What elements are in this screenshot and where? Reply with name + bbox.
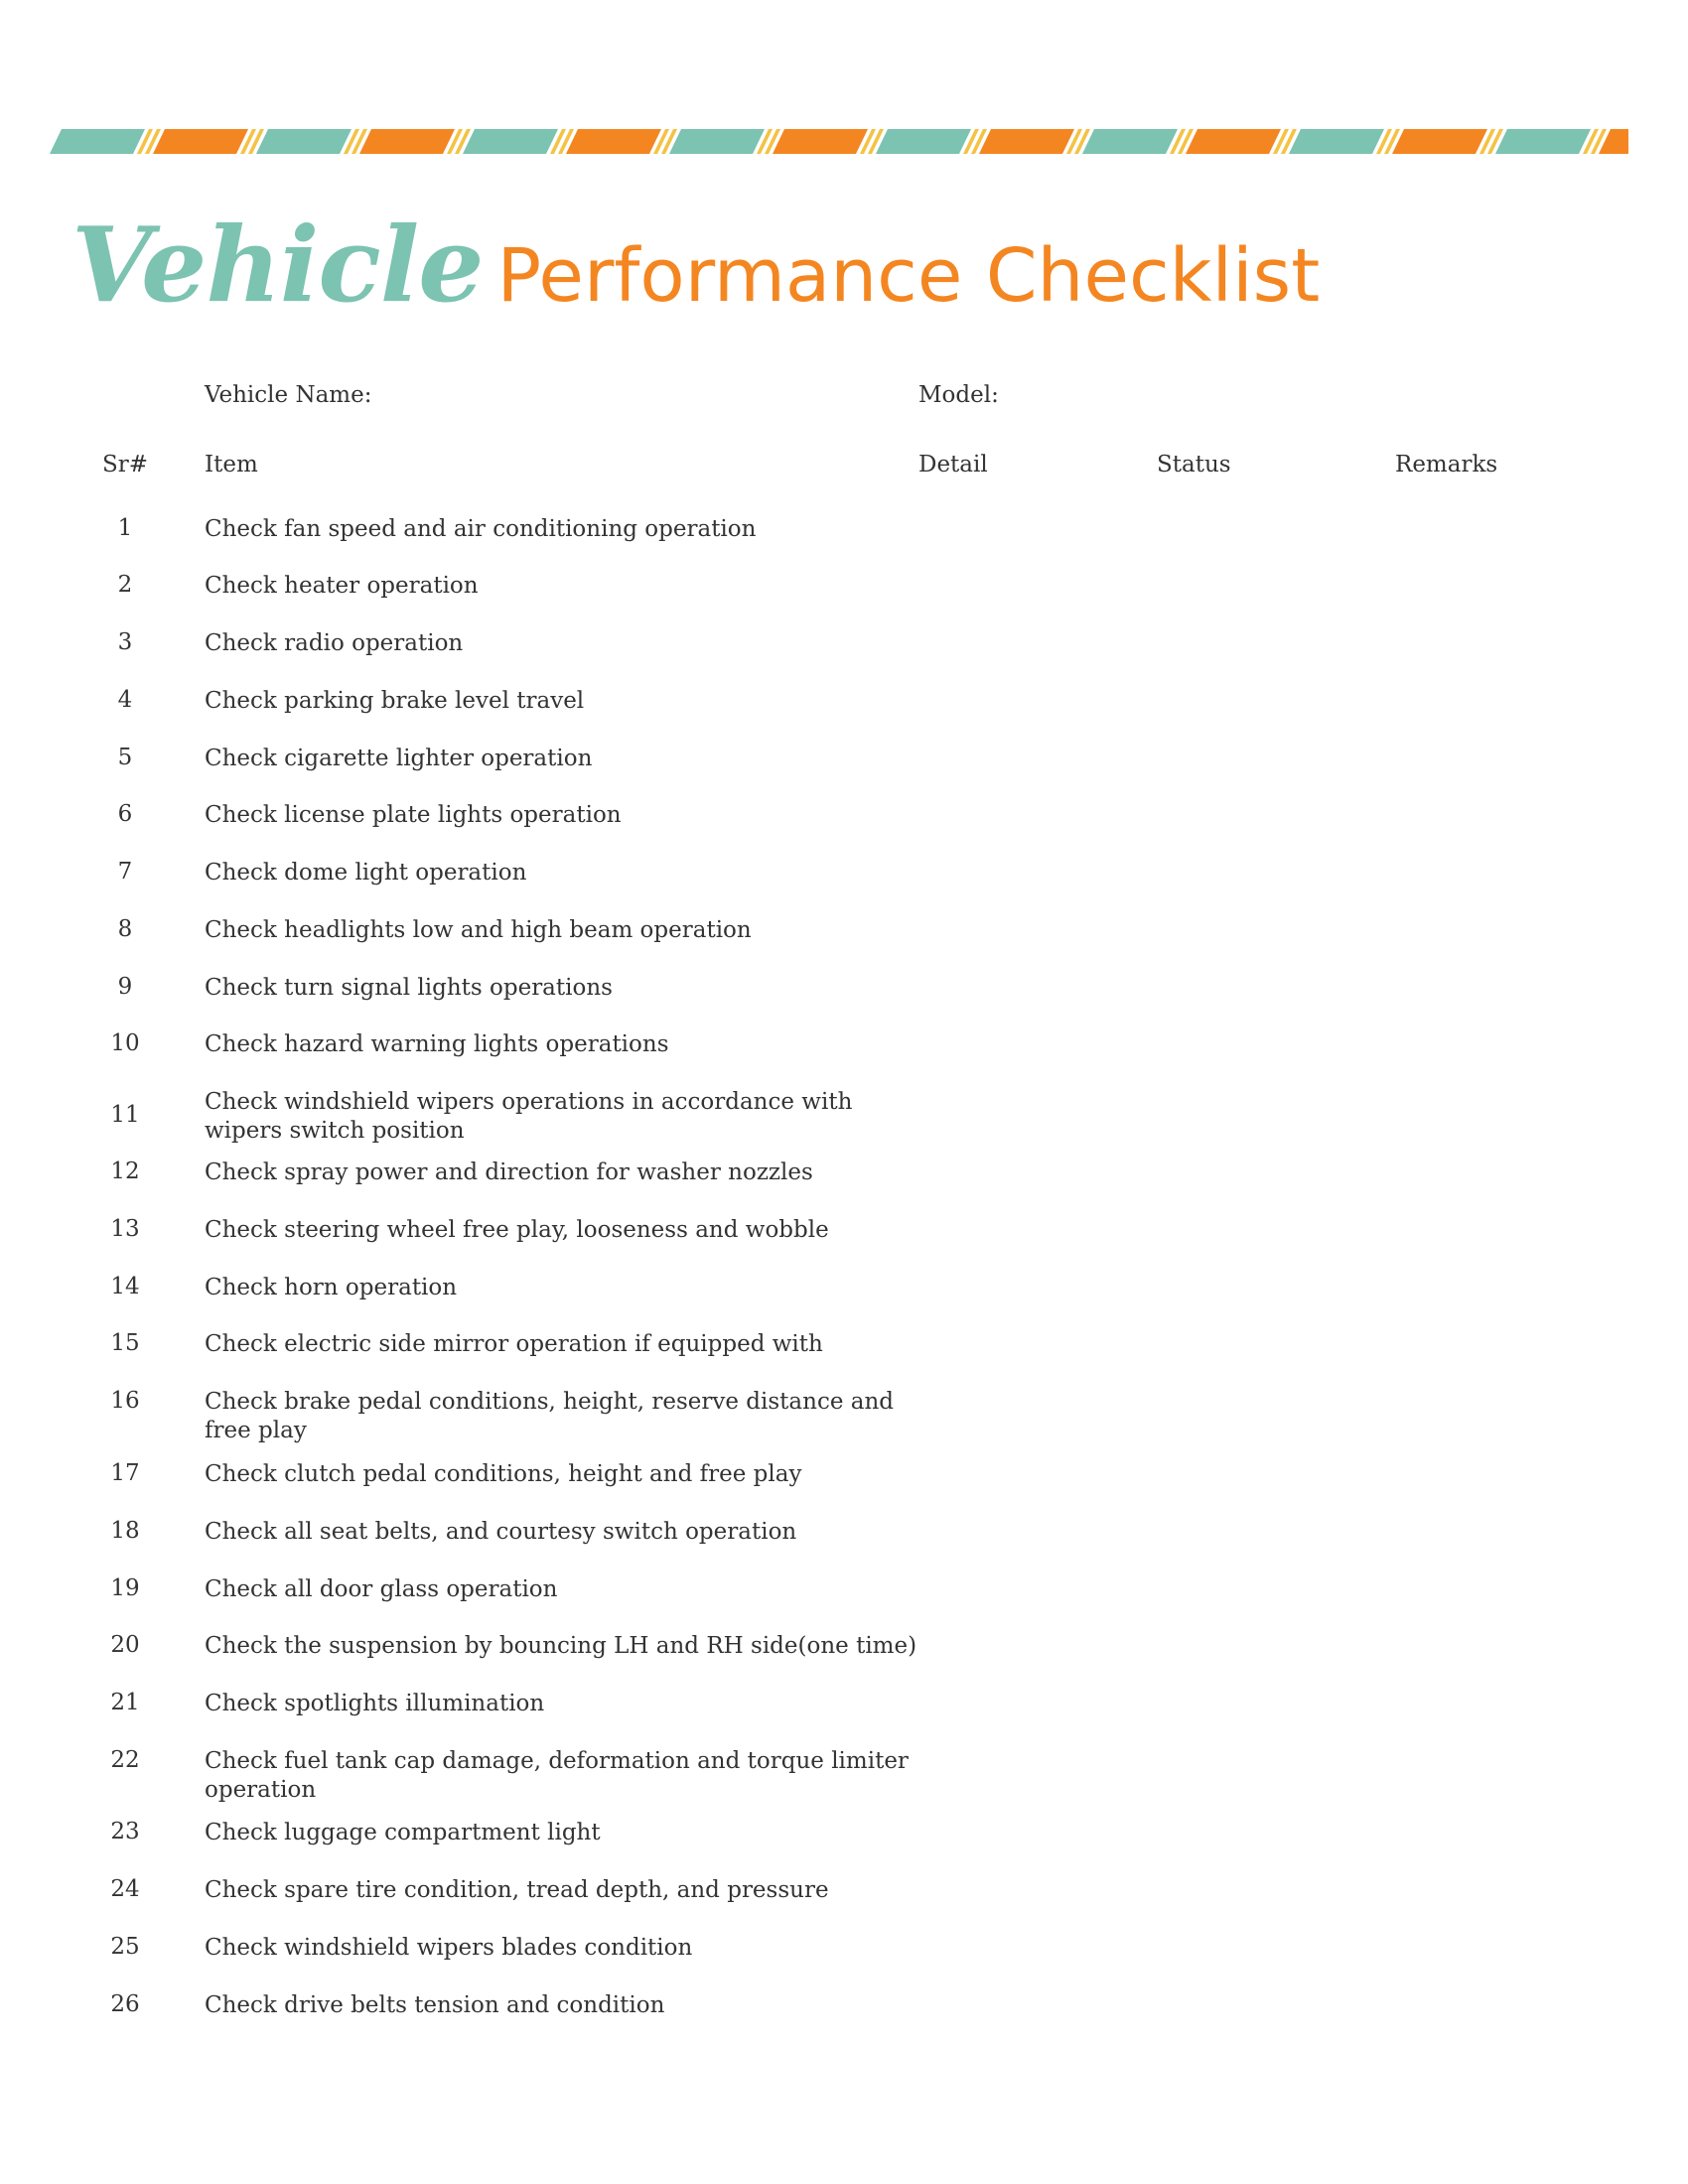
row-number: 15 bbox=[110, 1330, 140, 1356]
row-item-text: Check drive belts tension and condition bbox=[205, 1992, 665, 2018]
row-number: 14 bbox=[110, 1274, 140, 1299]
column-header-item: Item bbox=[205, 452, 258, 478]
row-item-text: Check the suspension by bouncing LH and RH side(one time) bbox=[205, 1633, 917, 1659]
row-item-text: Check spray power and direction for washer nozzles bbox=[205, 1160, 813, 1185]
banner-segment bbox=[1082, 129, 1178, 154]
banner-segment bbox=[256, 129, 352, 154]
row-number: 1 bbox=[117, 515, 133, 541]
row-item-text: Check cigarette lighter operation bbox=[205, 746, 593, 771]
banner-segment bbox=[50, 129, 145, 154]
row-number: 13 bbox=[110, 1216, 140, 1242]
banner-segment bbox=[669, 129, 765, 154]
banner-segment bbox=[1186, 129, 1281, 154]
row-number: 3 bbox=[117, 629, 133, 655]
row-number: 19 bbox=[110, 1575, 140, 1601]
row-item-text: Check spotlights illumination bbox=[205, 1691, 545, 1716]
row-item-text: Check windshield wipers blades condition bbox=[205, 1935, 693, 1961]
row-item-text: Check steering wheel free play, looseness and wobble bbox=[205, 1217, 829, 1243]
row-item-text: Check heater operation bbox=[205, 573, 479, 599]
row-number: 20 bbox=[110, 1632, 140, 1658]
title-vehicle: Vehicle bbox=[71, 204, 484, 326]
row-number: 22 bbox=[110, 1747, 140, 1773]
column-header-detail: Detail bbox=[918, 452, 988, 478]
banner-segment bbox=[1289, 129, 1384, 154]
banner-segment bbox=[359, 129, 455, 154]
row-item-text: Check electric side mirror operation if equipped with bbox=[205, 1331, 823, 1357]
row-item-text: Check spare tire condition, tread depth, and pressure bbox=[205, 1877, 829, 1903]
row-number: 26 bbox=[110, 1991, 140, 2017]
banner-segment bbox=[1392, 129, 1487, 154]
row-number: 7 bbox=[117, 859, 133, 885]
row-item-text: Check brake pedal conditions, height, reserve distance and free play bbox=[205, 1389, 894, 1443]
row-number: 5 bbox=[117, 745, 133, 770]
vehicle-name-label: Vehicle Name: bbox=[205, 382, 372, 408]
row-item-text: Check turn signal lights operations bbox=[205, 975, 613, 1001]
page-title bbox=[71, 204, 1321, 326]
row-number: 2 bbox=[117, 572, 133, 598]
row-item-text: Check fan speed and air conditioning operation bbox=[205, 516, 757, 542]
row-number: 6 bbox=[117, 801, 133, 827]
row-number: 11 bbox=[110, 1102, 140, 1128]
row-item-text: Check all seat belts, and courtesy switch operation bbox=[205, 1519, 797, 1545]
row-item-text: Check luggage compartment light bbox=[205, 1820, 601, 1845]
model-label: Model: bbox=[918, 382, 999, 408]
row-item-text: Check windshield wipers operations in accordance with wipers switch position bbox=[205, 1089, 853, 1144]
row-number: 8 bbox=[117, 916, 133, 942]
column-header-remarks: Remarks bbox=[1395, 452, 1498, 478]
banner-segment bbox=[773, 129, 868, 154]
row-number: 23 bbox=[110, 1819, 140, 1844]
row-number: 18 bbox=[110, 1518, 140, 1544]
banner-segment bbox=[153, 129, 248, 154]
banner-segment bbox=[566, 129, 661, 154]
banner-segment bbox=[1495, 129, 1591, 154]
banner-segment bbox=[979, 129, 1074, 154]
title-performance-checklist: Performance Checklist bbox=[496, 233, 1321, 319]
row-item-text: Check headlights low and high beam operation bbox=[205, 917, 752, 943]
row-item-text: Check parking brake level travel bbox=[205, 688, 585, 714]
row-item-text: Check fuel tank cap damage, deformation and torque limiter operation bbox=[205, 1748, 909, 1803]
row-item-text: Check horn operation bbox=[205, 1275, 458, 1300]
row-number: 9 bbox=[117, 974, 133, 1000]
row-number: 4 bbox=[117, 687, 133, 713]
row-number: 17 bbox=[110, 1460, 140, 1486]
row-number: 16 bbox=[110, 1388, 140, 1414]
row-number: 21 bbox=[110, 1690, 140, 1715]
row-item-text: Check hazard warning lights operations bbox=[205, 1031, 669, 1057]
row-item-text: Check all door glass operation bbox=[205, 1576, 558, 1602]
banner-segment bbox=[876, 129, 971, 154]
banner-segment bbox=[463, 129, 558, 154]
row-number: 10 bbox=[110, 1030, 140, 1056]
row-number: 24 bbox=[110, 1876, 140, 1902]
row-number: 25 bbox=[110, 1934, 140, 1960]
row-item-text: Check dome light operation bbox=[205, 860, 527, 886]
row-number: 12 bbox=[110, 1159, 140, 1184]
row-item-text: Check license plate lights operation bbox=[205, 802, 622, 828]
row-item-text: Check radio operation bbox=[205, 630, 464, 656]
column-header-sr: Sr# bbox=[101, 452, 149, 478]
decorative-stripe-banner bbox=[50, 129, 1628, 154]
row-item-text: Check clutch pedal conditions, height and free play bbox=[205, 1461, 802, 1487]
column-header-status: Status bbox=[1157, 452, 1231, 478]
